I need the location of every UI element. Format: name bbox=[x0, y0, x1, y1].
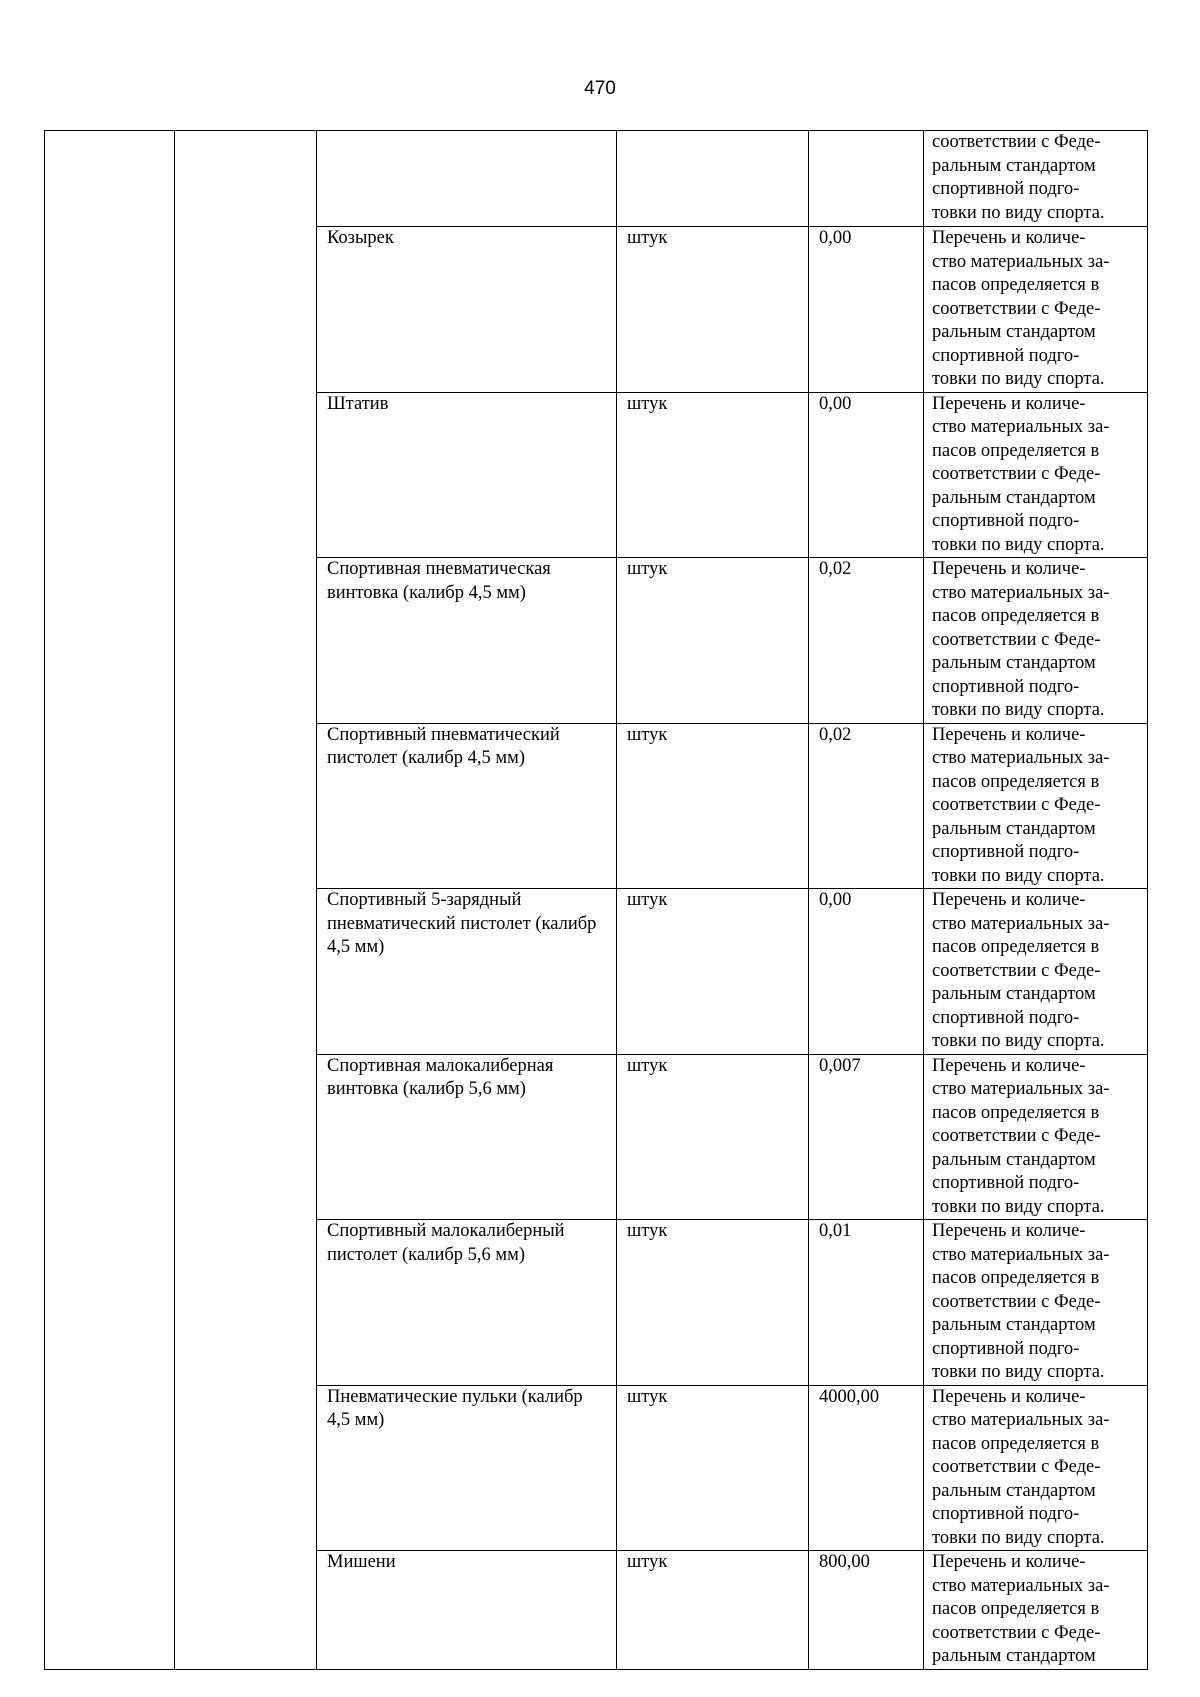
note-line: ство материальных за- bbox=[932, 913, 1110, 934]
note-line: товки по виду спорта. bbox=[932, 1527, 1105, 1548]
note-line: пасов определяется в bbox=[932, 440, 1100, 461]
note-line: Перечень и количе- bbox=[932, 393, 1086, 414]
item-name-cell: Спортивная пневматическая винтовка (калибр 4,5 мм) bbox=[317, 558, 617, 724]
note-line: ство материальных за- bbox=[932, 1079, 1110, 1099]
note-line: соответствии с Феде- bbox=[932, 629, 1101, 650]
note-line: пасов определяется в bbox=[932, 1599, 1100, 1619]
note-cell bbox=[924, 392, 1148, 558]
note-line: Перечень и количе- bbox=[932, 1221, 1086, 1241]
equipment-table bbox=[44, 130, 1148, 1670]
note-line: Перечень и количе- bbox=[932, 559, 1086, 579]
note-cell bbox=[924, 723, 1148, 889]
quantity-cell: 0,02 bbox=[809, 558, 924, 724]
note-line: Перечень и количе- bbox=[932, 228, 1086, 248]
note-line: пасов определяется в bbox=[932, 1268, 1100, 1288]
note-line: ральным стандартом bbox=[932, 1480, 1096, 1501]
note-line: соответствии с Феде- bbox=[932, 795, 1101, 815]
note-line: спортивной подго- bbox=[932, 842, 1080, 862]
unit-cell-empty bbox=[617, 131, 809, 227]
quantity-cell: 800,00 bbox=[809, 1551, 924, 1670]
note-line: спортивной подго- bbox=[932, 1173, 1080, 1193]
note-line: соответствии с Феде- bbox=[932, 132, 1101, 152]
note-line: товки по виду спорта. bbox=[932, 369, 1105, 389]
note-line: товки по виду спорта. bbox=[932, 700, 1105, 720]
quantity-cell: 0,00 bbox=[809, 889, 924, 1055]
note-line: ральным стандартом bbox=[932, 653, 1096, 673]
quantity-cell: 0,007 bbox=[809, 1054, 924, 1220]
unit-cell: штук bbox=[617, 558, 809, 724]
note-line: ральным стандартом bbox=[932, 322, 1096, 342]
merged-column-2 bbox=[175, 131, 317, 1670]
note-line: соответствии с Феде- bbox=[932, 1457, 1101, 1477]
quantity-cell: 0,01 bbox=[809, 1220, 924, 1386]
note-line: товки по виду спорта. bbox=[932, 202, 1105, 223]
note-line: товки по виду спорта. bbox=[932, 1362, 1105, 1382]
note-cell bbox=[924, 1220, 1148, 1386]
note-line: ство материальных за- bbox=[932, 582, 1110, 603]
item-name-cell: Спортивный пневматический пистолет (калибр 4,5 мм) bbox=[317, 723, 617, 889]
note-line: ство материальных за- bbox=[932, 748, 1110, 768]
note-line: ральным стандартом bbox=[932, 984, 1096, 1004]
note-line: соответствии с Феде- bbox=[932, 1291, 1101, 1312]
quantity-cell: 0,00 bbox=[809, 227, 924, 393]
unit-cell: штук bbox=[617, 723, 809, 889]
note-line: пасов определяется в bbox=[932, 937, 1100, 957]
note-line: спортивной подго- bbox=[932, 179, 1080, 199]
note-line: ство материальных за- bbox=[932, 251, 1110, 272]
note-line: спортивной подго- bbox=[932, 345, 1080, 366]
note-line: спортивной подго- bbox=[932, 1007, 1080, 1028]
unit-cell: штук bbox=[617, 1385, 809, 1551]
note-line: пасов определяется в bbox=[932, 275, 1100, 295]
note-line: товки по виду спорта. bbox=[932, 1196, 1105, 1217]
name-cell-empty bbox=[317, 131, 617, 227]
quantity-cell: 4000,00 bbox=[809, 1385, 924, 1551]
note-line: товки по виду спорта. bbox=[932, 1031, 1105, 1051]
note-line: ральным стандартом bbox=[932, 818, 1096, 839]
qty-cell-empty bbox=[809, 131, 924, 227]
page-number: 470 bbox=[584, 78, 616, 99]
note-line: ральным стандартом bbox=[932, 1315, 1096, 1335]
table-row-continuation bbox=[45, 131, 1148, 227]
unit-cell: штук bbox=[617, 889, 809, 1055]
note-cell bbox=[924, 1385, 1148, 1551]
note-line: Перечень и количе- bbox=[932, 1386, 1086, 1407]
item-name-cell: Спортивная малокалиберная винтовка (калибр 5,6 мм) bbox=[317, 1054, 617, 1220]
unit-cell: штук bbox=[617, 1220, 809, 1386]
note-line: товки по виду спорта. bbox=[932, 534, 1105, 555]
unit-cell: штук bbox=[617, 1054, 809, 1220]
note-cell bbox=[924, 227, 1148, 393]
item-name-cell: Мишени bbox=[317, 1551, 617, 1670]
note-line: ство материальных за- bbox=[932, 1244, 1110, 1265]
note-line: спортивной подго- bbox=[932, 511, 1080, 531]
note-line: ство материальных за- bbox=[932, 1575, 1110, 1596]
note-line: Перечень и количе- bbox=[932, 1552, 1086, 1572]
note-line: Перечень и количе- bbox=[932, 724, 1086, 745]
unit-cell: штук bbox=[617, 392, 809, 558]
merged-column-1 bbox=[45, 131, 175, 1670]
quantity-cell: 0,00 bbox=[809, 392, 924, 558]
note-line: пасов определяется в bbox=[932, 606, 1100, 626]
note-line: ство материальных за- bbox=[932, 417, 1110, 437]
note-line: пасов определяется в bbox=[932, 771, 1100, 792]
item-name-cell: Козырек bbox=[317, 227, 617, 393]
note-line: соответствии с Феде- bbox=[932, 1622, 1101, 1643]
note-line: соответствии с Феде- bbox=[932, 1126, 1101, 1146]
note-line: соответствии с Феде- bbox=[932, 960, 1101, 981]
note-cell bbox=[924, 889, 1148, 1055]
note-line: товки по виду спорта. bbox=[932, 865, 1105, 886]
note-cell bbox=[924, 558, 1148, 724]
note-cell bbox=[924, 1551, 1148, 1670]
unit-cell: штук bbox=[617, 227, 809, 393]
note-cell bbox=[924, 1054, 1148, 1220]
note-line: спортивной подго- bbox=[932, 1338, 1080, 1359]
note-line: соответствии с Феде- bbox=[932, 464, 1101, 484]
note-line: ральным стандартом bbox=[932, 1646, 1096, 1666]
note-line: спортивной подго- bbox=[932, 676, 1080, 697]
item-name-cell: Спортивный малокалиберный пистолет (калибр 5,6 мм) bbox=[317, 1220, 617, 1386]
note-line: Перечень и количе- bbox=[932, 1055, 1086, 1076]
item-name-cell: Пневматические пульки (калибр 4,5 мм) bbox=[317, 1385, 617, 1551]
note-line: Перечень и количе- bbox=[932, 890, 1086, 910]
quantity-cell: 0,02 bbox=[809, 723, 924, 889]
continuation-note-cell bbox=[924, 131, 1148, 227]
unit-cell: штук bbox=[617, 1551, 809, 1670]
note-line: пасов определяется в bbox=[932, 1102, 1100, 1123]
note-line: соответствии с Феде- bbox=[932, 298, 1101, 319]
note-line: ральным стандартом bbox=[932, 487, 1096, 508]
item-name-cell: Спортивный 5-зарядный пневматический пистолет (калибр 4,5 мм) bbox=[317, 889, 617, 1055]
note-line: спортивной подго- bbox=[932, 1504, 1080, 1524]
note-line: ство материальных за- bbox=[932, 1410, 1110, 1430]
note-line: пасов определяется в bbox=[932, 1433, 1100, 1454]
note-line: ральным стандартом bbox=[932, 1149, 1096, 1170]
item-name-cell: Штатив bbox=[317, 392, 617, 558]
note-line: ральным стандартом bbox=[932, 155, 1096, 176]
